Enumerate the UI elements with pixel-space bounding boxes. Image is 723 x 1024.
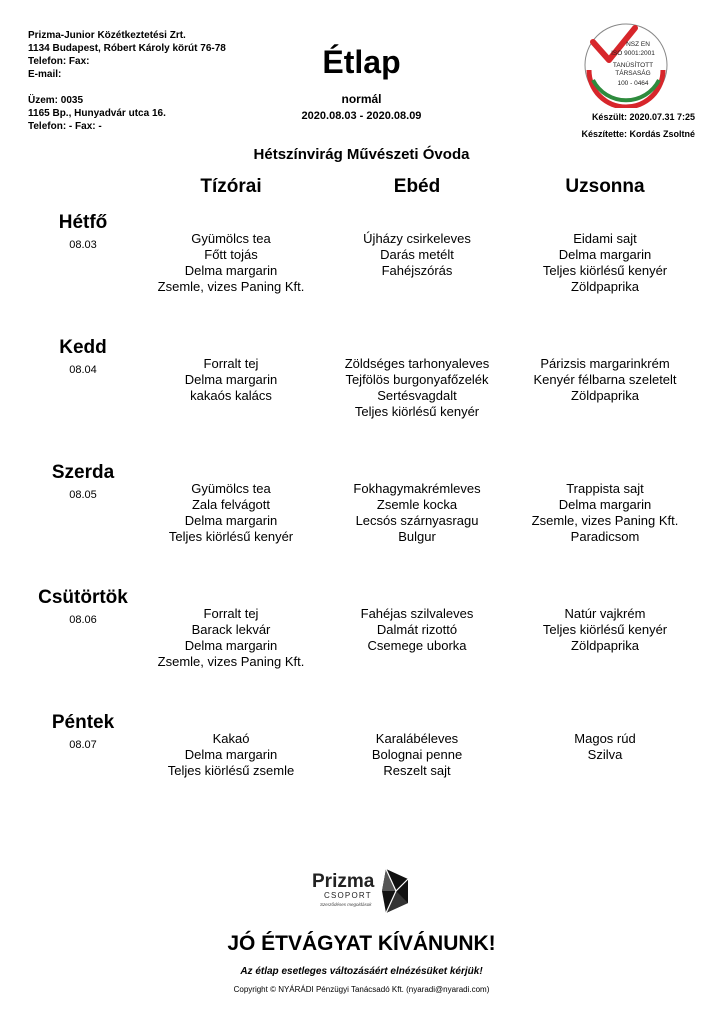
menu-item: Delma margarin: [184, 263, 278, 278]
day-row-hetfo: [0, 212, 723, 332]
menu-item: Trappista sajt: [566, 481, 644, 496]
seal-line2: ISO 9001:2001: [611, 50, 655, 57]
company-name: Prizma-Junior Közétkeztetési Zrt.: [28, 30, 186, 41]
menu-item: Delma margarin: [184, 638, 278, 653]
menu-item: Kenyér félbarna szeletelt: [533, 372, 677, 387]
day-date: 08.03: [69, 239, 97, 251]
day-name: Csütörtök: [38, 587, 128, 608]
school-name: Hétszínvirág Művészeti Óvoda: [253, 146, 470, 163]
day-name: Kedd: [59, 337, 107, 358]
day-date: 08.05: [69, 489, 97, 501]
seal-line5: 100 - 0464: [617, 80, 649, 87]
menu-item: Teljes kiörlésű zsemle: [167, 763, 295, 778]
menu-item: Forralt tej: [203, 356, 259, 371]
author: Készítette: Kordás Zsoltné: [581, 129, 695, 139]
menu-item: Kakaó: [212, 731, 250, 746]
site-address: 1165 Bp., Hunyadvár utca 16.: [28, 108, 166, 119]
menu-item: Paradicsom: [570, 529, 640, 544]
menu-item: Szilva: [587, 747, 623, 762]
meal-ebed: [307, 231, 527, 279]
menu-item: Zsemle kocka: [376, 497, 458, 512]
menu-item: Gyümölcs tea: [191, 481, 271, 496]
day-date: 08.06: [69, 614, 97, 626]
day-name: Péntek: [51, 712, 115, 733]
prepared-timestamp: Készült: 2020.07.31 7:25: [591, 112, 695, 122]
meal-ebed: [307, 481, 527, 545]
menu-item: Teljes kiörlésű kenyér: [542, 263, 668, 278]
footer-note: Az étlap esetleges változásáért elnézésüket kérjük!: [240, 966, 483, 977]
menu-item: Zala felvágott: [191, 497, 271, 512]
menu-item: Fokhagymakrémleves: [353, 481, 481, 496]
company-email: E-mail:: [28, 69, 62, 80]
menu-item: Fahéjas szilvaleves: [360, 606, 474, 621]
menu-item: Újházy csirkeleves: [363, 231, 471, 246]
menu-item: Reszelt sajt: [383, 763, 451, 778]
menu-item: Sertésvagdalt: [377, 388, 457, 403]
menu-item: Zöldpaprika: [571, 279, 639, 294]
page-title: Étlap: [322, 44, 401, 80]
iso-seal-icon: [583, 22, 669, 108]
meal-ebed: [307, 731, 527, 779]
meal-uzsonna: [495, 231, 715, 295]
prizma-logo: [310, 865, 414, 917]
menu-item: Csemege uborka: [367, 638, 467, 653]
menu-item: Delma margarin: [184, 372, 278, 387]
logo-sub: CSOPORT: [324, 891, 372, 900]
menu-item: Zsemle, vizes Paning Kft.: [531, 513, 679, 528]
menu-item: Főtt tojás: [204, 247, 258, 262]
menu-item: Bolognai penne: [371, 747, 463, 762]
menu-item: Teljes kiörlésű kenyér: [354, 404, 480, 419]
meal-ebed: [307, 356, 527, 420]
seal-line4: TÁRSASÁG: [615, 70, 651, 77]
menu-item: Lecsós szárnyasragu: [355, 513, 479, 528]
menu-item: kakaós kalács: [190, 388, 272, 403]
day-date: 08.04: [69, 364, 97, 376]
menu-item: Fahéjszórás: [381, 263, 453, 278]
prism-icon: [382, 869, 408, 913]
day-date: 08.07: [69, 739, 97, 751]
menu-item: Párizsis margarinkrém: [540, 356, 670, 371]
meal-uzsonna: [495, 731, 715, 763]
menu-item: Zöldpaprika: [571, 638, 639, 653]
meal-uzsonna: [495, 481, 715, 545]
site-phone: Telefon: - Fax: -: [28, 121, 102, 132]
day-row-kedd: [0, 337, 723, 457]
logo-tagline: Szerződéses megoldások: [320, 902, 372, 907]
menu-item: Darás metélt: [380, 247, 454, 262]
menu-item: Teljes kiörlésű kenyér: [168, 529, 294, 544]
menu-item: Zsemle, vizes Paning Kft.: [157, 654, 305, 669]
menu-item: Tejfölös burgonyafőzelék: [345, 372, 489, 387]
menu-item: Dalmát rizottó: [376, 622, 458, 637]
day-row-szerda: [0, 462, 723, 582]
menu-item: Teljes kiörlésű kenyér: [542, 622, 668, 637]
menu-item: Eidami sajt: [573, 231, 637, 246]
site-unit: Üzem: 0035: [28, 95, 84, 106]
footer-copyright: Copyright © NYÁRÁDI Pénzügyi Tanácsadó Kft. (nyaradi@nyaradi.com): [233, 985, 490, 994]
menu-item: Zsemle, vizes Paning Kft.: [157, 279, 305, 294]
menu-item: Delma margarin: [558, 247, 652, 262]
column-header-uzsonna: Uzsonna: [565, 176, 645, 197]
meal-ebed: [307, 606, 527, 654]
company-phone: Telefon: Fax:: [28, 56, 90, 67]
day-name: Szerda: [51, 462, 115, 483]
menu-item: Barack lekvár: [191, 622, 271, 637]
logo-word: Prizma: [312, 871, 375, 892]
menu-item: Karalábéleves: [375, 731, 459, 746]
date-range: 2020.08.03 - 2020.08.09: [301, 110, 422, 122]
menu-item: Zöldpaprika: [571, 388, 639, 403]
column-header-ebed: Ebéd: [393, 176, 441, 197]
menu-item: Natúr vajkrém: [564, 606, 646, 621]
meal-uzsonna: [495, 606, 715, 654]
menu-item: Bulgur: [398, 529, 436, 544]
menu-item: Delma margarin: [558, 497, 652, 512]
menu-item: Magos rúd: [574, 731, 636, 746]
menu-item: Zöldséges tarhonyaleves: [344, 356, 490, 371]
menu-item: Delma margarin: [184, 513, 278, 528]
column-header-tizorai: Tízórai: [200, 176, 262, 197]
meal-uzsonna: [495, 356, 715, 404]
menu-item: Forralt tej: [203, 606, 259, 621]
seal-line3: TANÚSÍTOTT: [612, 62, 654, 69]
menu-item: Delma margarin: [184, 747, 278, 762]
menu-type: normál: [341, 92, 382, 106]
menu-item: Gyümölcs tea: [191, 231, 271, 246]
day-row-csutortok: [0, 587, 723, 707]
footer-greeting: JÓ ÉTVÁGYAT KÍVÁNUNK!: [227, 932, 496, 955]
day-name: Hétfő: [58, 212, 108, 233]
seal-line1: NSZ EN: [626, 41, 650, 48]
day-row-pentek: [0, 712, 723, 832]
company-address: 1134 Budapest, Róbert Károly körút 76-78: [28, 43, 226, 54]
